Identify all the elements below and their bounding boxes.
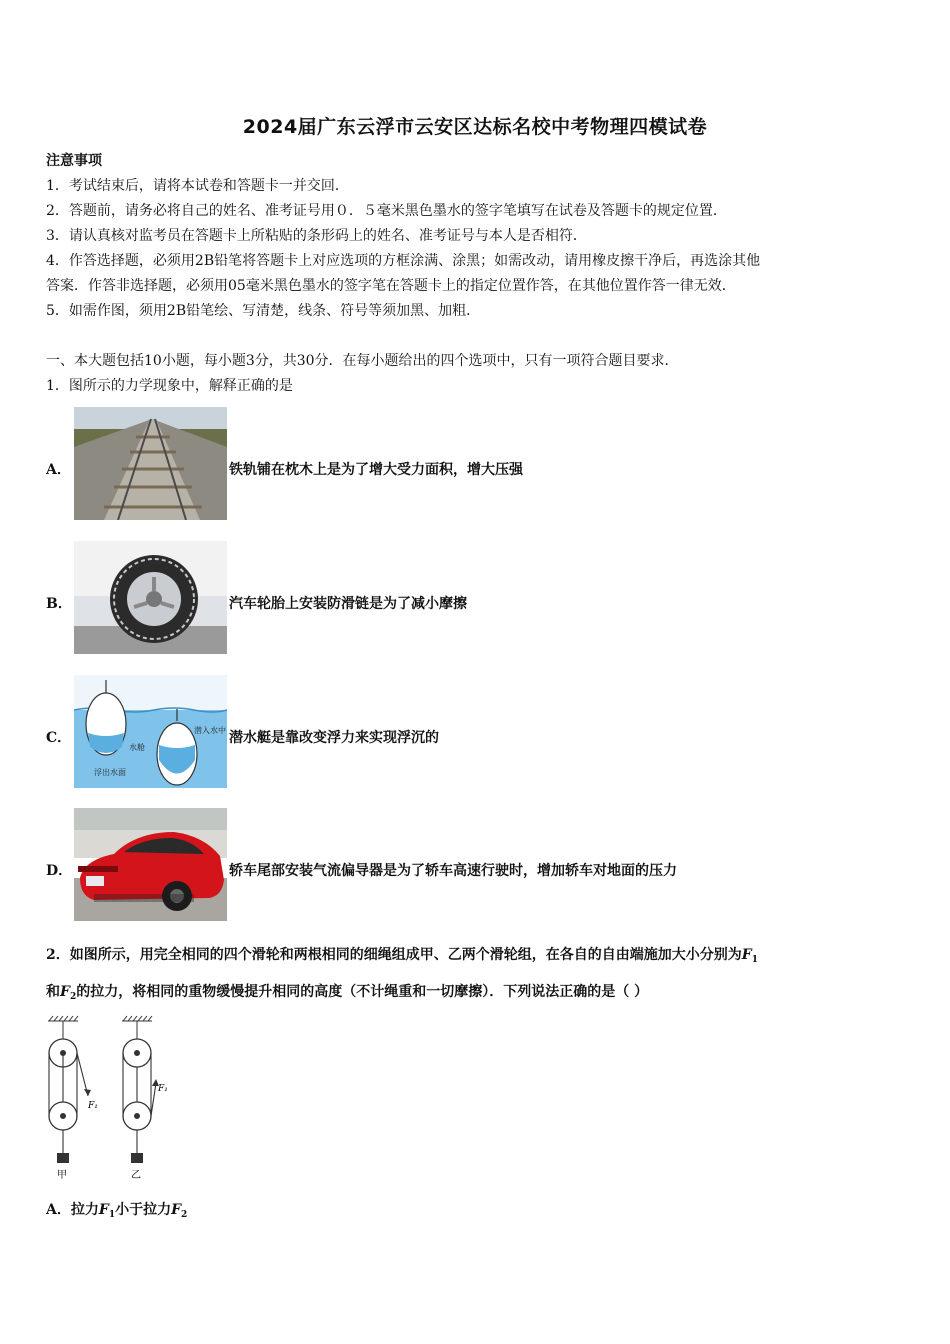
submarine-diagram — [74, 675, 227, 788]
q2-stem-part2: 和 — [46, 984, 60, 1000]
question-2-stem-line1 — [46, 945, 758, 970]
label-jia: 甲 — [57, 1170, 67, 1181]
q2-f1-sub: 1 — [751, 955, 758, 965]
q2-option-a-f1-sub: 1 — [108, 1210, 116, 1220]
option-a-letter: A． — [46, 462, 71, 478]
section-heading: 一、本大题包括10小题，每小题3分，共30分．在每小题给出的四个选项中，只有一项符合题目要求． — [46, 353, 679, 369]
notice-item: 5．如需作图，须用2B铅笔绘、写清楚，线条、符号等须加黑、加粗． — [46, 303, 481, 319]
option-c-text: 潜水艇是靠改变浮力来实现浮沉的 — [229, 730, 439, 746]
question-1-stem: 1．图所示的力学现象中，解释正确的是 — [46, 378, 293, 394]
force-label-right: F₁ — [158, 1084, 168, 1094]
page-title: 2024届广东云浮市云安区达标名校中考物理四模试卷 — [242, 116, 708, 138]
force-label-left: F₁ — [88, 1101, 98, 1111]
q2-option-a-letter: A． — [46, 1202, 71, 1218]
q2-f2: F — [60, 984, 70, 1000]
option-c-letter: C． — [46, 730, 72, 746]
notice-item: 4．作答选择题，必须用2B铅笔将答题卡上对应选项的方框涂满、涂黑；如需改动，请用橡皮擦干净后，再选涂其他 — [46, 253, 761, 269]
sub-label-tank: 水舱 — [129, 743, 145, 752]
option-a-text: 铁轨铺在枕木上是为了增大受力面积，增大压强 — [229, 462, 523, 478]
question-2-stem-line2 — [46, 982, 648, 1007]
sub-label-dive: 潜入水中 — [194, 726, 226, 735]
railway-track-image — [74, 407, 227, 520]
q2-option-a — [46, 1200, 187, 1225]
tire-chain-image — [74, 541, 227, 654]
option-b-text: 汽车轮胎上安装防滑链是为了减小摩擦 — [229, 596, 467, 612]
notice-item: 2．答题前，请务必将自己的姓名、准考证号用０．５毫米黑色墨水的签字笔填写在试卷及答题卡的规定位置． — [46, 203, 727, 219]
q2-stem-part1: 2．如图所示，用完全相同的四个滑轮和两根相同的细绳组成甲、乙两个滑轮组，在各自的自由端施加大小分别为 — [46, 947, 742, 963]
notice-item: 答案．作答非选择题，必须用05毫米黑色墨水的签字笔在答题卡上的指定位置作答，在其他位置作答一律无效． — [46, 278, 736, 294]
option-d-letter: D． — [46, 863, 73, 879]
pulley-system-diagram — [40, 1013, 190, 1183]
q2-option-a-f1: F — [98, 1202, 109, 1218]
q2-stem-part3: 的拉力，将相同的重物缓慢提升相同的高度（不计绳重和一切摩擦）．下列说法正确的是（ ） — [76, 984, 649, 1000]
option-b-letter: B． — [46, 596, 72, 612]
notice-heading: 注意事项 — [46, 153, 102, 169]
label-yi: 乙 — [131, 1170, 141, 1181]
notice-item: 3．请认真核对监考员在答题卡上所粘贴的条形码上的姓名、准考证号与本人是否相符． — [46, 228, 587, 244]
q2-f1: F — [741, 947, 752, 963]
q2-f2-sub: 2 — [69, 992, 77, 1002]
q2-option-a-text2: 小于拉力 — [115, 1202, 172, 1218]
option-d-text: 轿车尾部安装气流偏导器是为了轿车高速行驶时，增加轿车对地面的压力 — [229, 863, 677, 879]
q2-option-a-f2-sub: 2 — [181, 1210, 188, 1220]
notice-item: 1．考试结束后，请将本试卷和答题卡一并交回． — [46, 178, 349, 194]
q2-option-a-text1: 拉力 — [70, 1202, 99, 1218]
sub-label-surface: 浮出水面 — [94, 768, 126, 777]
q2-option-a-f2: F — [171, 1202, 182, 1218]
sports-car-image — [74, 808, 227, 921]
